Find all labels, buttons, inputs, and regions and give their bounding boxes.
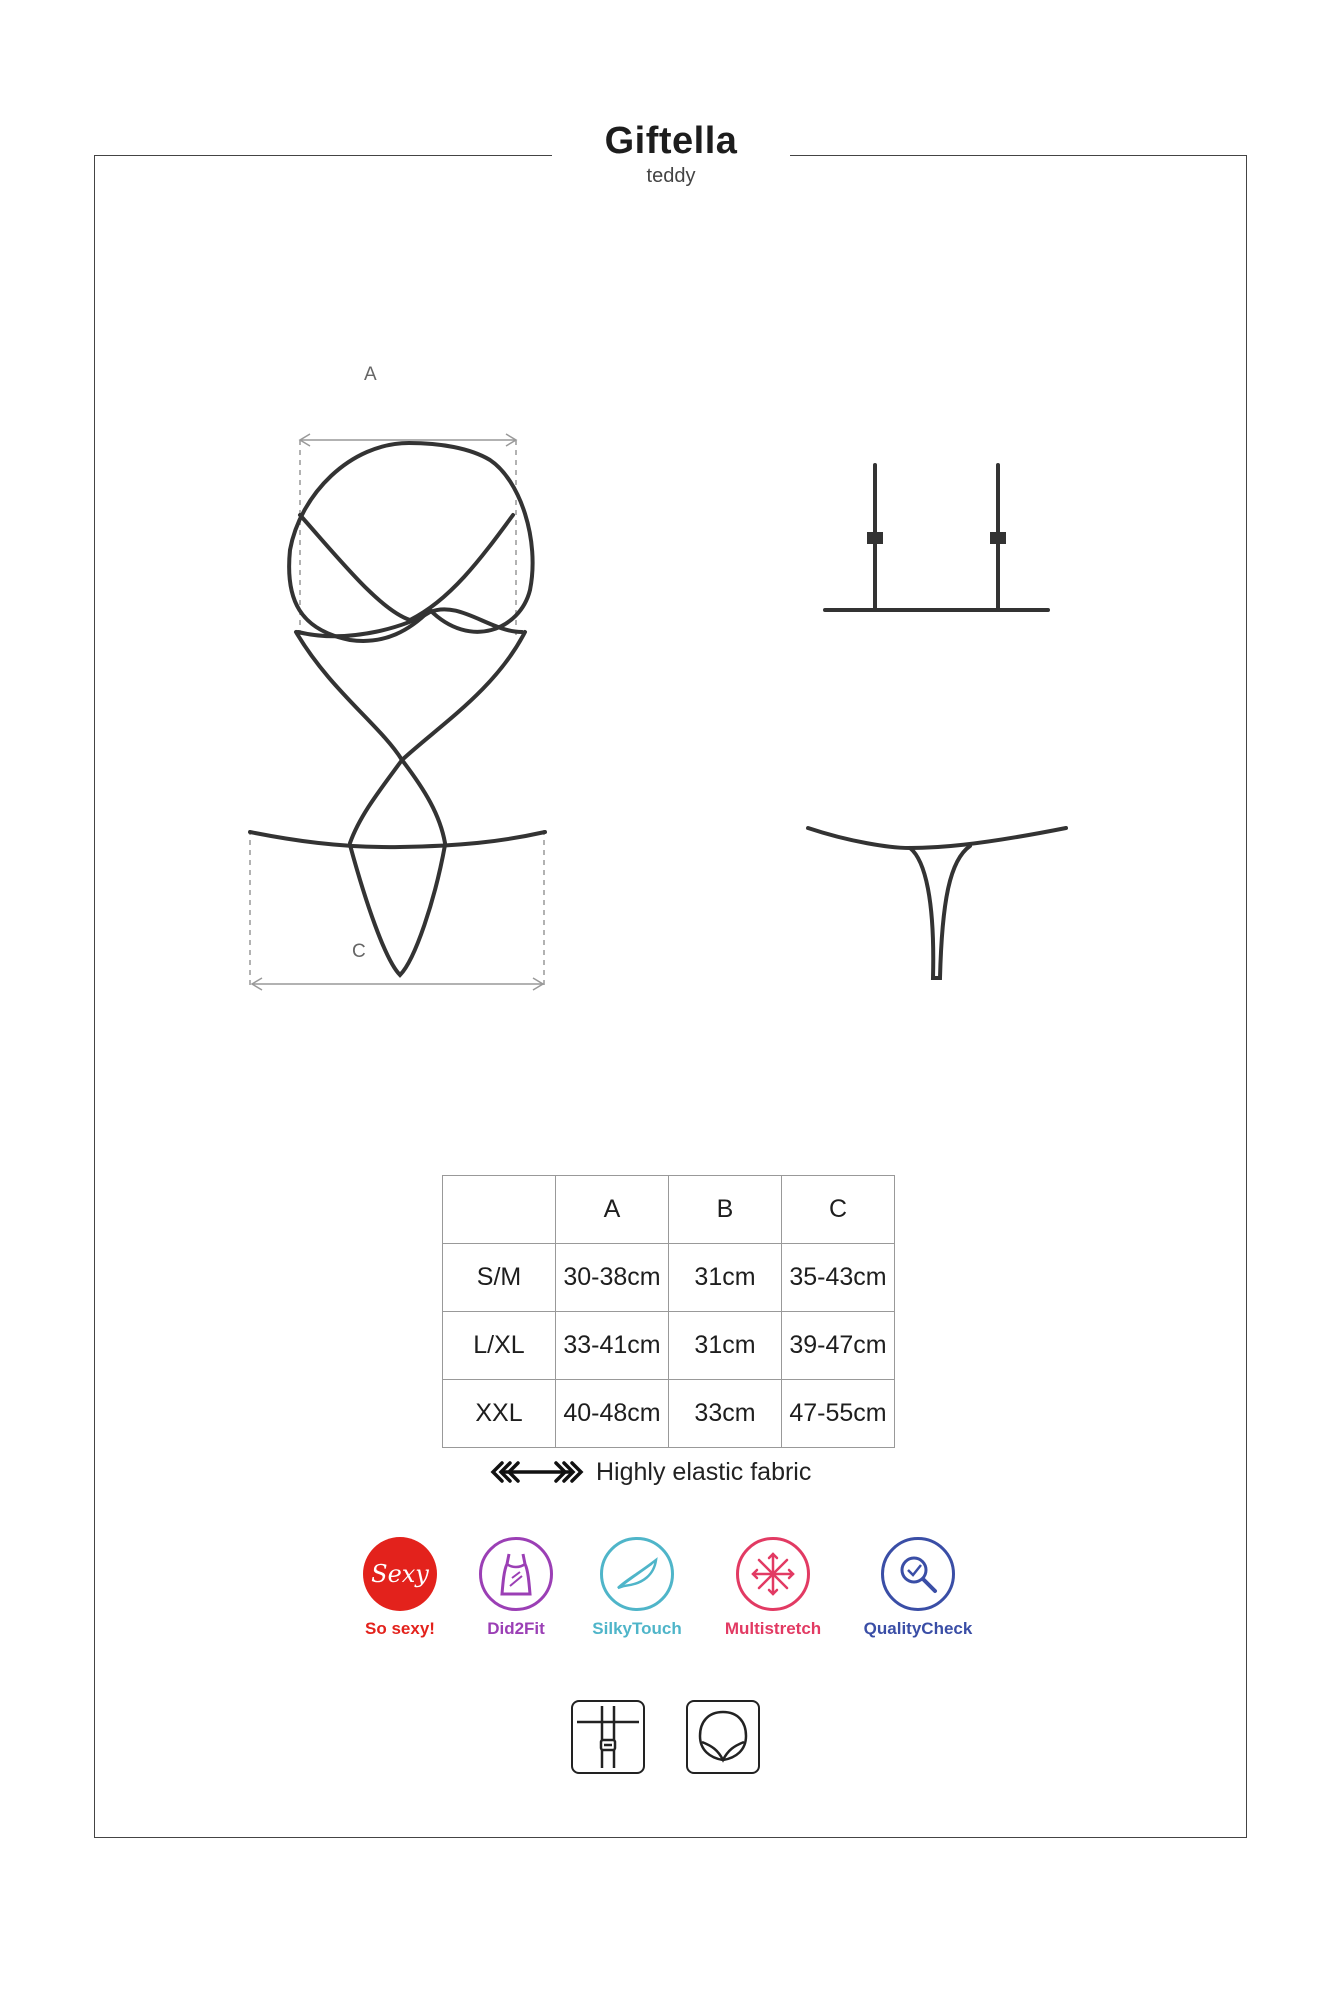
feature-caption: SilkyTouch (592, 1619, 682, 1638)
size-cell: L/XL (443, 1312, 556, 1380)
dimension-guides (250, 434, 544, 990)
stretch-icon (736, 1537, 810, 1611)
elastic-note-text: Highly elastic fabric (596, 1457, 812, 1486)
size-table-header-cell: C (782, 1176, 895, 1244)
feature-multistretch (703, 1537, 843, 1639)
sexy-icon (363, 1537, 437, 1611)
measure-cell: 30-38cm (556, 1244, 669, 1312)
size-table-header-cell: B (669, 1176, 782, 1244)
size-cell: S/M (443, 1244, 556, 1312)
sexy-icon-text: Sexy (371, 1560, 429, 1588)
size-table-header-cell: A (556, 1176, 669, 1244)
feature-caption: QualityCheck (863, 1619, 973, 1638)
elastic-note (490, 1455, 811, 1489)
double-arrow-icon (490, 1460, 584, 1484)
measure-cell: 33-41cm (556, 1312, 669, 1380)
measure-cell: 31cm (669, 1244, 782, 1312)
feature-caption: Multistretch (724, 1619, 822, 1638)
dimension-label-c: C (352, 941, 366, 962)
size-table-row (443, 1312, 895, 1380)
dimension-label-a: A (364, 364, 377, 385)
size-table-row (443, 1380, 895, 1448)
back-thong-outline (808, 828, 1066, 978)
size-cell: XXL (443, 1380, 556, 1448)
product-title: Giftella (604, 120, 738, 162)
measure-cell: 31cm (669, 1312, 782, 1380)
back-straps-outline (825, 465, 1048, 610)
measure-cell: 40-48cm (556, 1380, 669, 1448)
feature-did2fit (446, 1537, 586, 1639)
front-teddy-outline (250, 443, 545, 975)
feature-silkytouch (567, 1537, 707, 1639)
feature-caption: Did2Fit (487, 1619, 545, 1638)
measure-cell: 33cm (669, 1380, 782, 1448)
feather-icon (600, 1537, 674, 1611)
size-table-row (443, 1244, 895, 1312)
measure-cell: 39-47cm (782, 1312, 895, 1380)
magnifier-check-icon (881, 1537, 955, 1611)
product-subtitle: teddy (646, 165, 696, 187)
measure-cell: 47-55cm (782, 1380, 895, 1448)
size-table-header-cell (443, 1176, 556, 1244)
feature-qualitycheck (848, 1537, 988, 1639)
adjustable-strap-icon (571, 1700, 645, 1774)
feature-caption: So sexy! (365, 1619, 435, 1638)
measure-cell: 35-43cm (782, 1244, 895, 1312)
dress-icon (479, 1537, 553, 1611)
size-table-header-row (443, 1176, 895, 1244)
thong-back-icon (686, 1700, 760, 1774)
size-table (442, 1175, 895, 1448)
